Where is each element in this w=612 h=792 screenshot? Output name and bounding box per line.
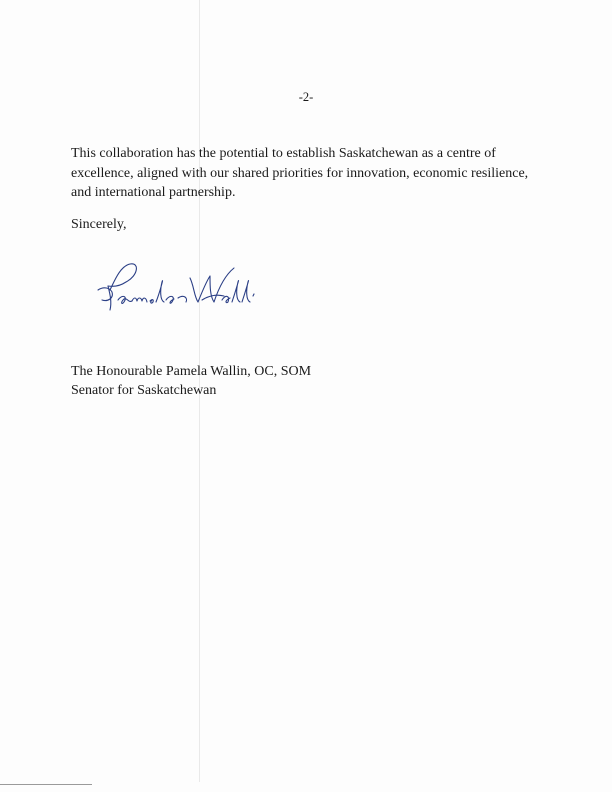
body-paragraph: This collaboration has the potential to establish Saskatchewan as a centre of excellence, aligned with our shared priorities for innovation, economic resilience, and international partnership.	[71, 146, 529, 200]
closing-salutation: Sincerely,	[71, 217, 127, 232]
page-number: -2-	[298, 90, 314, 104]
scan-bottom-edge	[0, 784, 92, 785]
signer-name: The Honourable Pamela Wallin, OC, SOM	[71, 364, 312, 379]
signer-title: Senator for Saskatchewan	[71, 383, 217, 398]
handwritten-signature	[90, 256, 265, 316]
